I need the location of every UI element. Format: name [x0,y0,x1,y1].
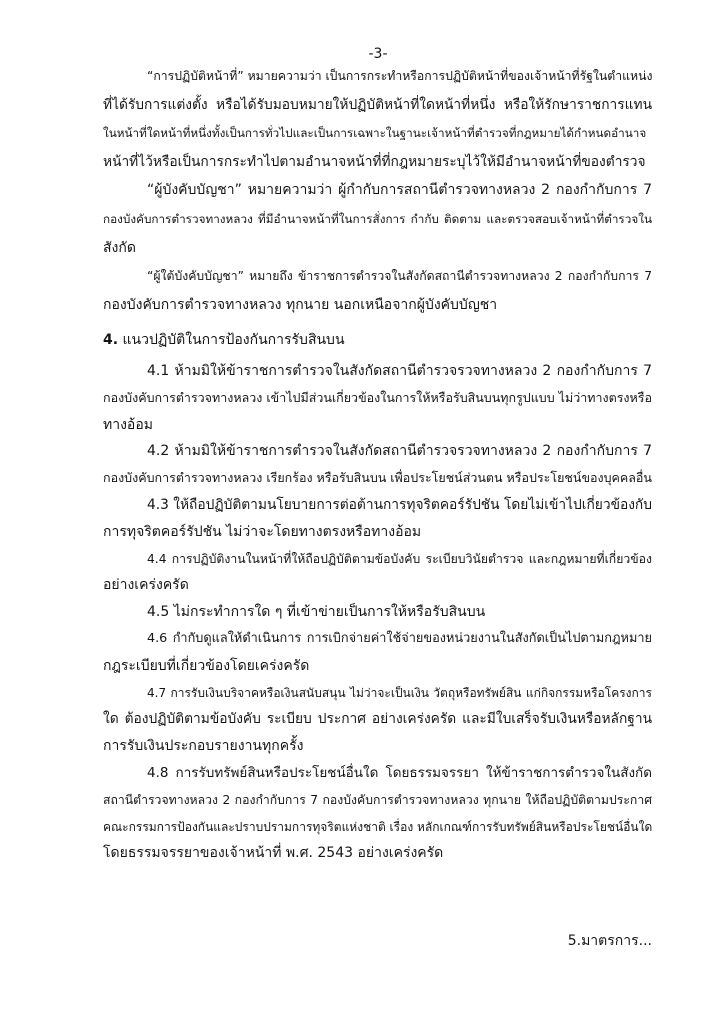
guideline-line: อย่างเคร่งครัด [103,577,189,594]
guideline-line: 4.8 การรับทรัพย์สินหรือประโยชน์อื่นใด โดยธรรมจรรยา ให้ข้าราชการตำรวจในสังกัด [147,764,652,781]
guideline-item [103,680,652,760]
guideline-line: 4.5 ไม่กระทำการใด ๆ ที่เข้าข่ายเป็นการให้หรือรับสินบน [147,604,486,621]
guideline-line: กองบังคับการตำรวจทางหลวง เรียกร้อง หรือรับสินบน เพื่อประโยชน์ส่วนตน หรือประโยชน์ของบุคคลอื่น [103,470,652,486]
continuation-note: 5.มาตรการ... [567,933,652,949]
guideline-item [103,546,652,600]
guideline-item [103,626,652,680]
guideline-line: ทางอ้อม [103,416,153,433]
guideline-line: 4.3 ให้ถือปฏิบัติตามนโยบายการต่อต้านการทุจริตคอร์รัปชัน โดยไม่เข้าไปเกี่ยวข้องกับ [147,497,652,514]
section-heading [103,326,652,354]
guideline-line: การรับเงินประกอบรายงานทุกครั้ง [103,738,304,755]
guideline-line: คณะกรรมการป้องกันและปราบปรามการทุจริตแห่งชาติ เรื่อง หลักเกณฑ์การรับทรัพย์สินหรือประโยชน์อื่นใด [103,819,652,834]
guideline-line: 4.1 ห้ามมิให้ข้าราชการตำรวจในสังกัดสถานีตำรวจรวจทางหลวง 2 กองกำกับการ 7 [147,363,652,380]
section-number: 4. [103,331,119,348]
guideline-list [103,358,652,867]
page-number: -3- [368,46,388,62]
guideline-item [103,760,652,867]
guideline-item [103,492,652,546]
guideline-line: 4.4 การปฏิบัติงานในหน้าที่ให้ถือปฏิบัติตามข้อบังคับ ระเบียบวินัยตำรวจ และกฎหมายที่เกี่ยวข้อง [147,551,652,566]
guideline-line: 4.6 กำกับดูแลให้ดำเนินการ การเบิกจ่ายค่าใช้จ่ายของหน่วยงานในสังกัดเป็นไปตามกฎหมาย [147,631,652,646]
definition-line: “ผู้บังคับบัญชา” หมายความว่า ผู้กำกับการสถานีตำรวจทางหลวง 2 กองกำกับการ 7 [147,182,652,199]
definition-paragraph [103,62,652,176]
guideline-line: 4.2 ห้ามมิให้ข้าราชการตำรวจในสังกัดสถานีตำรวจรวจทางหลวง 2 กองกำกับการ 7 [147,443,652,460]
guideline-item [103,358,652,438]
guideline-item [103,438,652,492]
definition-line: “การปฏิบัติหน้าที่” หมายความว่า เป็นการกระทำหรือการปฏิบัติหน้าที่ของเจ้าหน้าที่รัฐในตำแหน่ง [147,69,652,83]
definition-line: กองบังคับการตำรวจทางหลวง ที่มีอำนาจหน้าที่ในการสั่งการ กำกับ ติดตาม และตรวจสอบเจ้าหน้าที่ตำรวจใน [103,211,652,226]
definition-line: ในหน้าที่ใดหน้าที่หนึ่งทั้งเป็นการทั่วไปและเป็นการเฉพาะในฐานะเจ้าหน้าที่ตำรวจที่กฎหมายได้กำหนดอำนาจ [103,126,647,141]
guideline-line: 4.7 การรับเงินบริจาคหรือเงินสนับสนุน ไม่ว่าจะเป็นเงิน วัตถุหรือทรัพย์สิน แก่กิจกรรมหรือโครงการ [147,685,652,700]
definition-line: สังกัด [103,239,136,256]
definition-line: ที่ได้รับการแต่งตั้ง หรือได้รับมอบหมายให้ปฏิบัติหน้าที่ใดหน้าที่หนึ่ง หรือให้รักษาราชการแทน [103,96,652,113]
guideline-line: กองบังคับการตำรวจทางหลวง เข้าไปมีส่วนเกี่ยวข้องในการให้หรือรับสินบนทุกรูปแบบ ไม่ว่าทางตรงหรือ [103,389,652,405]
definition-line: “ผู้ใต้บังคับบัญชา” หมายถึง ข้าราชการตำรวจในสังกัดสถานีตำรวจทางหลวง 2 กองกำกับการ 7 [147,269,652,284]
definition-paragraph [103,176,652,262]
section-title: แนวปฏิบัติในการป้องกันการรับสินบน [122,331,345,348]
definition-line: กองบังคับการตำรวจทางหลวง ทุกนาย นอกเหนือจากผู้บังคับบัญชา [103,296,498,313]
definitions-section [103,62,652,319]
guideline-line: ใด ต้องปฏิบัติตามข้อบังคับ ระเบียบ ประกาศ อย่างเคร่งครัด และมีใบเสร็จรับเงินหรือหลักฐาน [103,711,652,728]
guideline-line: โดยธรรมจรรยาของเจ้าหน้าที่ พ.ศ. 2543 อย่างเคร่งครัด [103,845,444,862]
guideline-line: กฎระเบียบที่เกี่ยวข้องโดยเคร่งครัด [103,657,310,674]
guideline-line: การทุจริตคอร์รัปชัน ไม่ว่าจะโดยทางตรงหรือทางอ้อม [103,523,422,540]
definition-paragraph [103,262,652,319]
definition-line: หน้าที่ไว้หรือเป็นการกระทำไปตามอำนาจหน้าที่ที่กฎหมายระบุไว้ให้มีอำนาจหน้าที่ของตำรวจ [103,153,646,170]
guideline-line: สถานีตำรวจทางหลวง 2 กองกำกับการ 7 กองบังคับการตำรวจทางหลวง ทุกนาย ให้ถือปฏิบัติตามประกาศ [103,792,652,807]
guideline-item [103,599,652,626]
document-body [103,62,652,867]
